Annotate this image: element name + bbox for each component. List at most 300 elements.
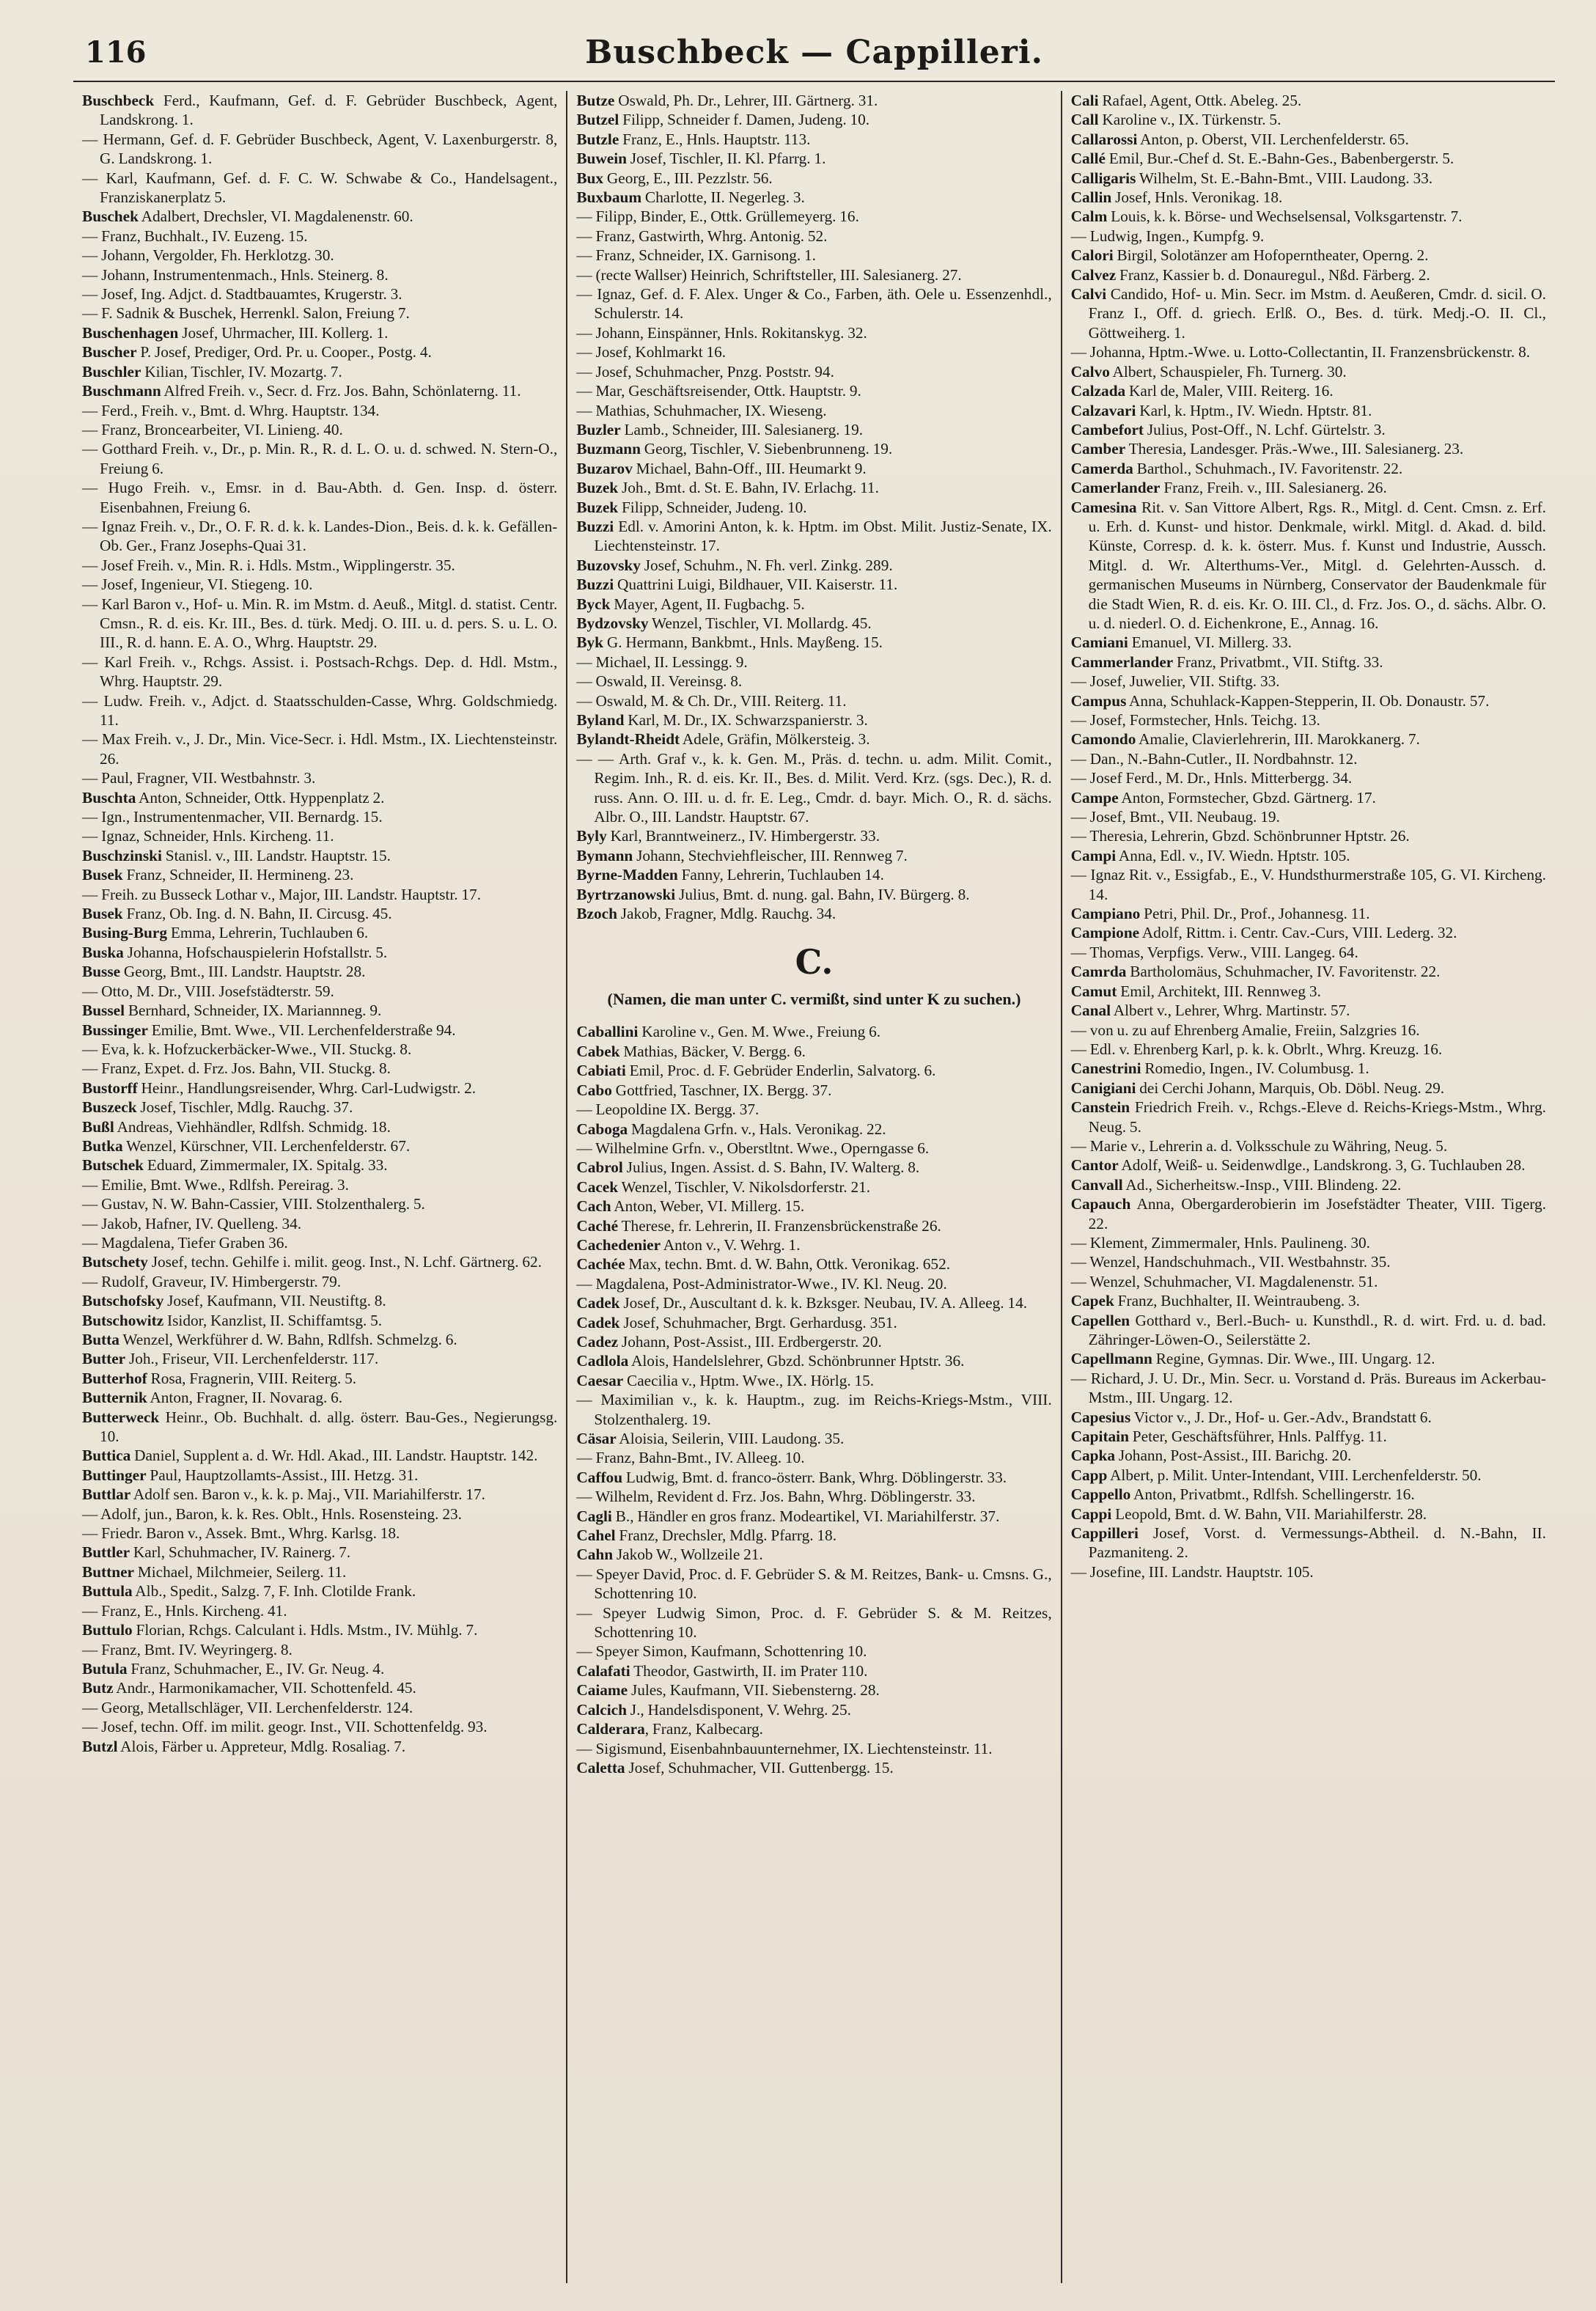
directory-entry: Byland Karl, M. Dr., IX. Schwarzspanierstr. 3. — [576, 711, 868, 729]
directory-entry: Canal Albert v., Lehrer, Whrg. Martinstr. 57. — [1070, 1002, 1350, 1020]
directory-entry: Bydzovsky Wenzel, Tischler, VI. Mollardg. 45. — [576, 614, 872, 632]
directory-entry: Cachedenier Anton v., V. Wehrg. 1. — [576, 1235, 801, 1254]
directory-entry: Butschety Josef, techn. Gehilfe i. milit. geog. Inst., N. Lchf. Gärtnerg. 62. — [82, 1253, 542, 1271]
directory-entry: Buzzi Quattrini Luigi, Bildhauer, VII. Kaiserstr. 11. — [576, 576, 898, 594]
directory-entry: Butula Franz, Schuhmacher, E., IV. Gr. Neug. 4. — [82, 1659, 385, 1678]
entry-surname: Byrtrzanowski — [576, 885, 676, 903]
directory-entry: — Josef Freih. v., Min. R. i. Hdls. Mstm., Wipplingerstr. 35. — [82, 556, 455, 574]
directory-entry: Butschek Eduard, Zimmermaler, IX. Spitalg. 33. — [82, 1156, 388, 1175]
entry-surname: Byly — [576, 827, 607, 845]
directory-entry: Buttulo Florian, Rchgs. Calculant i. Hdls. Mstm., IV. Mühlg. 7. — [82, 1621, 478, 1639]
directory-entry: Buschek Adalbert, Drechsler, VI. Magdalenenstr. 60. — [82, 207, 413, 226]
directory-entry: Bussel Bernhard, Schneider, IX. Mariannneg. 9. — [82, 1002, 382, 1020]
directory-entry: Cäsar Aloisia, Seilerin, VIII. Laudong. 35. — [576, 1430, 845, 1447]
entry-surname: Bydzovsky — [576, 614, 649, 632]
directory-entry: Calori Birgil, Solotänzer am Hofoperntheater, Operng. 2. — [1070, 246, 1429, 265]
directory-entry: Cadez Johann, Post-Assist., III. Erdbergerstr. 20. — [576, 1332, 882, 1351]
entry-surname: Bussinger — [82, 1021, 148, 1039]
entry-surname: Buttinger — [82, 1466, 147, 1484]
directory-entry: Cach Anton, Weber, VI. Millerg. 15. — [576, 1197, 805, 1216]
directory-entry: Buska Johanna, Hofschauspielerin Hofstallstr. 5. — [82, 943, 388, 961]
directory-entry: — Magdalena, Tiefer Graben 36. — [82, 1233, 288, 1252]
directory-entry: Buzek Joh., Bmt. d. St. E. Bahn, IV. Erlachg. 11. — [576, 479, 879, 497]
entry-surname: Busek — [82, 866, 123, 884]
directory-entry: Butzl Alois, Färber u. Appreteur, Mdlg. Rosaliag. 7. — [82, 1737, 406, 1755]
directory-entry: — (recte Wallser) Heinrich, Schriftsteller, III. Salesianerg. 27. — [576, 265, 962, 284]
columns — [73, 91, 1555, 2283]
entry-surname: Cali — [1070, 92, 1099, 109]
directory-entry: — Dan., N.-Bahn-Cutler., II. Nordbahnstr. 12. — [1070, 749, 1358, 768]
directory-entry: Call Karoline v., IX. Türkenstr. 5. — [1070, 111, 1281, 129]
entry-surname: Canal — [1070, 1002, 1111, 1020]
entry-surname: Bymann — [576, 846, 633, 864]
directory-entry: — Josef, Schuhmacher, Pnzg. Poststr. 94. — [576, 362, 834, 381]
entry-surname: Buschmann — [82, 382, 161, 400]
directory-entry: — F. Sadnik & Buschek, Herrenkl. Salon, Freiung 7. — [82, 304, 410, 323]
directory-entry: Cahel Franz, Drechsler, Mdlg. Pfarrg. 18. — [576, 1526, 837, 1545]
entry-surname: Cabiati — [576, 1062, 626, 1080]
directory-entry: — Franz, Gastwirth, Whrg. Antonig. 52. — [576, 227, 828, 245]
entry-surname: Camrda — [1070, 963, 1127, 981]
entry-surname: Cäsar — [576, 1430, 617, 1447]
directory-entry: Capek Franz, Buchhalter, II. Weintraubeng. 3. — [1070, 1292, 1361, 1310]
directory-entry: — Franz, Bahn-Bmt., IV. Alleeg. 10. — [576, 1449, 805, 1467]
entry-surname: Caiame — [576, 1681, 628, 1700]
directory-entry: — Filipp, Binder, E., Ottk. Grüllemeyerg. 16. — [576, 207, 859, 226]
entry-surname: Calcich — [576, 1700, 627, 1719]
entry-surname: Byland — [576, 711, 625, 729]
directory-entry: — Josef Ferd., M. Dr., Hnls. Mitterbergg. 34. — [1070, 769, 1353, 787]
directory-entry: Campe Anton, Formstecher, Gbzd. Gärtnerg. 17. — [1070, 788, 1376, 807]
directory-entry: Butter Joh., Friseur, VII. Lerchenfelderstr. 117. — [82, 1350, 379, 1368]
entry-surname: Byrne-Madden — [576, 866, 678, 884]
directory-entry: Caffou Ludwig, Bmt. d. franco-österr. Bank, Whrg. Döblingerstr. 33. — [576, 1468, 1007, 1486]
directory-entry: Cagli B., Händler en gros franz. Modeartikel, VI. Mariahilferstr. 37. — [576, 1507, 1000, 1525]
entry-surname: Capesius — [1070, 1408, 1131, 1426]
directory-entry: — Ignaz, Gef. d. F. Alex. Unger & Co., Farben, äth. Oele u. Essenzenhdl., Schulerstr. 14. — [576, 285, 1052, 323]
entry-surname: Buwein — [576, 150, 627, 168]
directory-entry: Buzzi Edl. v. Amorini Anton, k. k. Hptm. im Obst. Milit. Justiz-Senate, IX. Liechtensteinstr. 17. — [576, 517, 1052, 555]
directory-entry: Butternik Anton, Fragner, II. Novarag. 6. — [82, 1389, 343, 1407]
directory-entry: Busse Georg, Bmt., III. Landstr. Hauptstr. 28. — [82, 963, 366, 981]
directory-entry: Calzavari Karl, k. Hptm., IV. Wiedn. Hptstr. 81. — [1070, 401, 1372, 419]
directory-entry: Capellmann Regine, Gymnas. Dir. Wwe., III. Ungarg. 12. — [1070, 1350, 1435, 1368]
entry-surname: Cadek — [576, 1313, 620, 1331]
directory-entry: — Johanna, Hptm.-Wwe. u. Lotto-Collectantin, II. Franzensbrückenstr. 8. — [1070, 343, 1531, 361]
directory-entry: Cabo Gottfried, Taschner, IX. Bergg. 37. — [576, 1081, 832, 1099]
entry-surname: Capellen — [1070, 1311, 1130, 1329]
entry-surname: Butterhof — [82, 1369, 147, 1387]
directory-entry: Buttler Karl, Schuhmacher, IV. Rainerg. 7. — [82, 1543, 351, 1562]
entry-surname: Butzle — [576, 130, 619, 148]
directory-entry: Buzler Lamb., Schneider, III. Salesianerg. 19. — [576, 420, 864, 438]
entry-surname: Cachedenier — [576, 1235, 661, 1254]
directory-entry: Butschofsky Josef, Kaufmann, VII. Neustiftg. 8. — [82, 1292, 386, 1310]
entry-surname: Byk — [576, 633, 604, 652]
directory-entry: Buschenhagen Josef, Uhrmacher, III. Kollerg. 1. — [82, 323, 389, 342]
entry-surname: Camber — [1070, 440, 1126, 458]
directory-entry: — Klement, Zimmermaler, Hnls. Paulineng. 30. — [1070, 1233, 1370, 1252]
entry-surname: Busek — [82, 905, 123, 923]
directory-entry: Bustorff Heinr., Handlungsreisender, Whrg. Carl-Ludwigstr. 2. — [82, 1079, 477, 1097]
entry-surname: Calzavari — [1070, 401, 1136, 419]
directory-entry: Buschzinski Stanisl. v., III. Landstr. Hauptstr. 15. — [82, 846, 391, 864]
directory-entry: Callin Josef, Hnls. Veronikag. 18. — [1070, 188, 1283, 207]
entry-surname: Calvi — [1070, 285, 1107, 304]
directory-entry: — Josef, Formstecher, Hnls. Teichg. 13. — [1070, 711, 1320, 729]
entry-surname: Buzler — [576, 420, 621, 438]
directory-entry: — Thomas, Verpfigs. Verw., VIII. Langeg. 64. — [1070, 943, 1358, 961]
directory-entry: — Johann, Vergolder, Fh. Herklotzg. 30. — [82, 246, 334, 265]
directory-entry: Buttner Michael, Milchmeier, Seilerg. 11. — [82, 1562, 347, 1581]
entry-surname: Buttulo — [82, 1621, 133, 1639]
directory-entry: Camesina Rit. v. San Vittore Albert, Rgs. R., Mitgl. d. Cent. Cmsn. z. Erf. u. Erh. d. Kunst- und histor. Denkmale, wirkl. Mitgl. d. Akad. d. bild. Künste, Corresp. d. k. k. österr. Mus. f. Kunst und Industrie, Aussch. Mitgl. d. Wr. Alterthums-Ver., Mitgl. d. Gelehrten-Aussch. d. germanischen Museums in Nürnberg, Conservator der Baudenkmale für die Stadt Wien, R. d. eis. Kr. O. III. Cl., d. Frz. Jos. O., d. sächs. Albr. O. u. d. niederl. O. d. Eichenkrone, E., Annag. 16. — [1070, 498, 1546, 632]
entry-surname: Cambefort — [1070, 420, 1144, 438]
entry-surname: Cacek — [576, 1177, 619, 1196]
entry-surname: Buttlar — [82, 1485, 131, 1504]
entry-surname: Butterweck — [82, 1408, 160, 1426]
directory-entry: Buschbeck Ferd., Kaufmann, Gef. d. F. Gebrüder Buschbeck, Agent, Landskrong. 1. — [82, 92, 558, 129]
directory-entry: Buttica Daniel, Supplent a. d. Wr. Hdl. Akad., III. Landstr. Hauptstr. 142. — [82, 1447, 538, 1465]
directory-entry: Buschler Kilian, Tischler, IV. Mozartg. 7. — [82, 362, 342, 381]
entry-surname: Calligaris — [1070, 169, 1136, 187]
entry-surname: Busing-Burg — [82, 924, 167, 942]
directory-entry: Buzarov Michael, Bahn-Off., III. Heumarkt 9. — [576, 459, 867, 477]
entry-surname: Calafati — [576, 1661, 630, 1680]
entry-surname: Caesar — [576, 1371, 624, 1389]
directory-entry: Canstein Friedrich Freih. v., Rchgs.-Eleve d. Reichs-Kriegs-Mstm., Whrg. Neug. 5. — [1070, 1098, 1546, 1136]
directory-entry: Butta Wenzel, Werkführer d. W. Bahn, Rdlfsh. Schmelzg. 6. — [82, 1331, 457, 1348]
entry-surname: Butka — [82, 1136, 123, 1155]
directory-entry: Buschta Anton, Schneider, Ottk. Hyppenplatz 2. — [82, 788, 385, 807]
entry-surname: Calvez — [1070, 265, 1117, 284]
directory-entry: — Wilhelm, Revident d. Frz. Jos. Bahn, Whrg. Döblingerstr. 33. — [576, 1488, 976, 1506]
directory-entry: — Ludw. Freih. v., Adjct. d. Staatsschulden-Casse, Whrg. Goldschmiedg. 11. — [82, 691, 558, 729]
directory-entry: Buwein Josef, Tischler, II. Kl. Pfarrg. 1. — [576, 150, 826, 168]
directory-entry: Byck Mayer, Agent, II. Fugbachg. 5. — [576, 595, 805, 613]
directory-entry: Buscher P. Josef, Prediger, Ord. Pr. u. Cooper., Postg. 4. — [82, 343, 432, 361]
entry-surname: Capek — [1070, 1292, 1114, 1310]
directory-entry: Butz Andr., Harmonikamacher, VII. Schottenfeld. 45. — [82, 1679, 416, 1697]
directory-entry: — Hermann, Gef. d. F. Gebrüder Buschbeck, Agent, V. Laxenburgerstr. 8, G. Landskrong. 1. — [82, 130, 558, 168]
directory-entry: Bymann Johann, Stechviehfleischer, III. Rennweg 7. — [576, 846, 908, 864]
directory-entry: Bux Georg, E., III. Pezzlstr. 56. — [576, 169, 773, 187]
directory-entry: Camerda Barthol., Schuhmach., IV. Favoritenstr. 22. — [1070, 459, 1403, 477]
entry-surname: Butula — [82, 1659, 128, 1678]
directory-entry: — Ludwig, Ingen., Kumpfg. 9. — [1070, 227, 1265, 245]
entry-surname: Butschofsky — [82, 1292, 164, 1310]
entry-surname: Butzl — [82, 1737, 118, 1755]
entry-surname: Callé — [1070, 150, 1106, 168]
entry-surname: Bussel — [82, 1002, 125, 1020]
entry-surname: Camesina — [1070, 498, 1137, 516]
entry-surname: Calori — [1070, 246, 1114, 265]
entry-surname: Buzmann — [576, 440, 641, 458]
directory-entry: — Maximilian v., k. k. Hauptm., zug. im Reichs-Kriegs-Mstm., VIII. Stolzenthalerg. 19. — [576, 1391, 1052, 1428]
directory-entry: Cacek Wenzel, Tischler, V. Nikolsdorferstr. 21. — [576, 1177, 871, 1196]
directory-entry: Canestrini Romedio, Ingen., IV. Columbusg. 1. — [1070, 1059, 1369, 1078]
entry-surname: Cappilleri — [1070, 1524, 1139, 1543]
directory-entry: — von u. zu auf Ehrenberg Amalie, Freiin, Salzgries 16. — [1070, 1021, 1420, 1039]
directory-entry: Calvez Franz, Kassier b. d. Donauregul., Nßd. Färberg. 2. — [1070, 265, 1430, 284]
column-left — [73, 91, 566, 2283]
directory-entry: Byly Karl, Branntweinerz., IV. Himbergerstr. 33. — [576, 827, 880, 845]
directory-entry: Campione Adolf, Rittm. i. Centr. Cav.-Curs, VIII. Lederg. 32. — [1070, 924, 1457, 942]
directory-entry: Calafati Theodor, Gastwirth, II. im Prater 110. — [576, 1661, 868, 1680]
directory-entry: Cachée Max, techn. Bmt. d. W. Bahn, Ottk. Veronikag. 652. — [576, 1255, 951, 1274]
entry-surname: Buschler — [82, 362, 141, 381]
directory-entry: — Speyer Ludwig Simon, Proc. d. F. Gebrüder S. & M. Reitzes, Schottenring 10. — [576, 1603, 1052, 1642]
running-head: Buschbeck — Cappilleri. — [585, 34, 1043, 71]
directory-entry: Cappello Anton, Privatbmt., Rdlfsh. Schellingerstr. 16. — [1070, 1485, 1415, 1504]
directory-entry: — Josefine, III. Landstr. Hauptstr. 105. — [1070, 1562, 1314, 1581]
entry-surname: Bux — [576, 169, 604, 187]
entry-surname: Buscher — [82, 343, 137, 361]
entry-surname: Byck — [576, 595, 611, 613]
entry-surname: Cach — [576, 1197, 611, 1216]
entry-surname: Cappello — [1070, 1485, 1131, 1504]
directory-entry: — Josef, Juwelier, VII. Stiftg. 33. — [1070, 672, 1280, 691]
entry-surname: Buzarov — [576, 459, 633, 477]
entry-surname: Butzel — [576, 111, 619, 129]
directory-entry: Busek Franz, Schneider, II. Hermineng. 23. — [82, 866, 354, 884]
entry-surname: Buttler — [82, 1543, 130, 1562]
entry-surname: Caballini — [576, 1023, 639, 1041]
directory-entry: Butschowitz Isidor, Kanzlist, II. Schiffamtsg. 5. — [82, 1311, 383, 1329]
directory-entry: — Ignaz Rit. v., Essigfab., E., V. Hundsthurmerstraße 105, G. VI. Kircheng. 14. — [1070, 866, 1546, 903]
entry-surname: Calm — [1070, 207, 1108, 226]
directory-entry: Buzek Filipp, Schneider, Judeng. 10. — [576, 498, 807, 516]
entry-surname: Cadek — [576, 1294, 620, 1312]
directory-entry: Butzle Franz, E., Hnls. Hauptstr. 113. — [576, 130, 811, 148]
directory-entry: — Rudolf, Graveur, IV. Himbergerstr. 79. — [82, 1272, 342, 1290]
directory-entry: — Josef, Ing. Adjct. d. Stadtbauamtes, Krugerstr. 3. — [82, 285, 402, 304]
directory-entry: — Josef, Kohlmarkt 16. — [576, 343, 727, 361]
entry-surname: Buschzinski — [82, 846, 162, 864]
directory-entry: — Wilhelmine Grfn. v., Oberstltnt. Wwe., Operngasse 6. — [576, 1139, 930, 1157]
directory-entry: Bylandt-Rheidt Adele, Gräfin, Mölkersteig. 3. — [576, 730, 870, 749]
entry-surname: Campus — [1070, 691, 1127, 710]
page-header — [73, 29, 1555, 82]
directory-entry: — Karl Freih. v., Rchgs. Assist. i. Postsach-Rchgs. Dep. d. Hdl. Mstm., Whrg. Hauptstr. 29. — [82, 653, 558, 691]
directory-entry: — Jakob, Hafner, IV. Quelleng. 34. — [82, 1214, 302, 1232]
directory-entry: Calcich J., Handelsdisponent, V. Wehrg. 25. — [576, 1700, 851, 1719]
directory-entry: Calligaris Wilhelm, St. E.-Bahn-Bmt., VIII. Laudong. 33. — [1070, 169, 1433, 187]
directory-entry: — Speyer Simon, Kaufmann, Schottenring 10. — [576, 1642, 867, 1661]
directory-entry: — Josef, Bmt., VII. Neubaug. 19. — [1070, 808, 1280, 826]
directory-entry: Capitain Peter, Geschäftsführer, Hnls. Palffyg. 11. — [1070, 1428, 1387, 1446]
entry-surname: Bylandt-Rheidt — [576, 730, 680, 749]
directory-entry: Camber Theresia, Landesger. Präs.-Wwe., III. Salesianerg. 23. — [1070, 440, 1464, 458]
directory-entry: Butze Oswald, Ph. Dr., Lehrer, III. Gärtnerg. 31. — [576, 92, 878, 109]
directory-entry: — — Arth. Graf v., k. k. Gen. M., Präs. d. techn. u. adm. Milit. Comit., Regim. Inh., R. d. eis. Kr. II., Bes. d. Milit. Verd. Krz. (sgs. Dec.), R. d. russ. Ann. O. III. u. d. fr. E. Leg., Cmdr. d. bayr. Mich. O., R. d. sächs. Albr. O., III. Landstr. Hauptstr. 67. — [576, 749, 1052, 826]
entry-surname: Cachée — [576, 1255, 625, 1274]
directory-entry: Buzmann Georg, Tischler, V. Siebenbrunneng. 19. — [576, 440, 893, 458]
entry-surname: Bzoch — [576, 905, 617, 923]
directory-entry: Calvo Albert, Schauspieler, Fh. Turnerg. 30. — [1070, 362, 1347, 381]
directory-entry: — Leopoldine IX. Bergg. 37. — [576, 1101, 760, 1119]
entry-surname: Cabo — [576, 1081, 612, 1099]
entry-surname: Buschta — [82, 788, 136, 807]
entry-surname: Bußl — [82, 1117, 114, 1136]
entry-surname: Butz — [82, 1679, 114, 1697]
directory-entry: Camiani Emanuel, VI. Millerg. 33. — [1070, 633, 1292, 652]
entry-surname: Bustorff — [82, 1079, 138, 1097]
directory-entry: — Georg, Metallschläger, VII. Lerchenfelderstr. 124. — [82, 1698, 413, 1716]
directory-entry: — Franz, Schneider, IX. Garnisong. 1. — [576, 246, 817, 265]
directory-entry: Capesius Victor v., J. Dr., Hof- u. Ger.-Adv., Brandstatt 6. — [1070, 1408, 1432, 1426]
directory-entry: — Edl. v. Ehrenberg Karl, p. k. k. Obrlt., Whrg. Kreuzg. 16. — [1070, 1040, 1443, 1058]
directory-entry: Camrda Bartholomäus, Schuhmacher, IV. Favoritenstr. 22. — [1070, 963, 1441, 981]
directory-entry: Bzoch Jakob, Fragner, Mdlg. Rauchg. 34. — [576, 905, 836, 923]
directory-entry: — Franz, Broncearbeiter, VI. Linieng. 40. — [82, 420, 343, 438]
directory-entry: Callé Emil, Bur.-Chef d. St. E.-Bahn-Ges., Babenbergerstr. 5. — [1070, 150, 1455, 168]
entry-surname: Butternik — [82, 1389, 147, 1407]
entry-surname: Camerda — [1070, 459, 1133, 477]
directory-entry: — Michael, II. Lessingg. 9. — [576, 653, 748, 671]
directory-entry: Busek Franz, Ob. Ing. d. N. Bahn, II. Circusg. 45. — [82, 905, 392, 923]
directory-entry: Cabek Mathias, Bäcker, V. Bergg. 6. — [576, 1042, 806, 1060]
directory-entry: — Karl, Kaufmann, Gef. d. F. C. W. Schwabe & Co., Handelsagent., Franziskanerplatz 5. — [82, 169, 558, 207]
directory-entry: — Johann, Instrumentenmach., Hnls. Steinerg. 8. — [82, 265, 389, 284]
entry-surname: Camut — [1070, 982, 1117, 1000]
directory-entry: — Mathias, Schuhmacher, IX. Wieseng. — [576, 401, 827, 419]
directory-entry: — Adolf, jun., Baron, k. k. Res. Oblt., Hnls. Rosensteing. 23. — [82, 1504, 462, 1523]
directory-entry: Cammerlander Franz, Privatbmt., VII. Stiftg. 33. — [1070, 653, 1383, 671]
directory-entry: Butterweck Heinr., Ob. Buchhalt. d. allg. österr. Bau-Ges., Negierungsg. 10. — [82, 1408, 558, 1446]
directory-entry: — Mar, Geschäftsreisender, Ottk. Hauptstr. 9. — [576, 382, 861, 400]
entry-surname: Capitain — [1070, 1428, 1129, 1446]
entry-surname: Campiano — [1070, 905, 1141, 923]
directory-entry: — Hugo Freih. v., Emsr. in d. Bau-Abth. d. Gen. Insp. d. österr. Eisenbahnen, Freiung 6. — [82, 479, 558, 516]
entry-surname: Butschety — [82, 1253, 148, 1271]
directory-entry: Byrtrzanowski Julius, Bmt. d. nung. gal. Bahn, IV. Bürgerg. 8. — [576, 885, 970, 903]
directory-entry: — Sigismund, Eisenbahnbauunternehmer, IX. Liechtensteinstr. 11. — [576, 1739, 993, 1757]
directory-entry: — Speyer David, Proc. d. F. Gebrüder S. & M. Reitzes, Bank- u. Cmsns. G., Schottenring 10. — [576, 1565, 1052, 1603]
entry-surname: Cadlola — [576, 1352, 629, 1370]
directory-entry: — Otto, M. Dr., VIII. Josefstädterstr. 59. — [82, 982, 334, 1000]
directory-entry: — Ferd., Freih. v., Bmt. d. Whrg. Hauptstr. 134. — [82, 401, 380, 419]
entry-surname: Buzovsky — [576, 556, 641, 574]
directory-entry: Capka Johann, Post-Assist., III. Barichg. 20. — [1070, 1447, 1352, 1465]
directory-entry: — Max Freih. v., J. Dr., Min. Vice-Secr. i. Hdl. Mstm., IX. Liechtensteinstr. 26. — [82, 730, 558, 768]
directory-entry: Calm Louis, k. k. Börse- und Wechselsensal, Volksgartenstr. 7. — [1070, 207, 1463, 226]
directory-entry: Busing-Burg Emma, Lehrerin, Tuchlauben 6. — [82, 924, 369, 942]
directory-entry: Caballini Karoline v., Gen. M. Wwe., Freiung 6. — [576, 1023, 881, 1041]
entry-surname: Buttica — [82, 1447, 131, 1465]
entry-surname: Buschbeck — [82, 92, 155, 109]
entry-surname: Camiani — [1070, 633, 1128, 652]
entry-surname: Cahel — [576, 1526, 616, 1545]
entry-surname: Call — [1070, 111, 1099, 129]
entry-surname: Cabek — [576, 1042, 620, 1060]
directory-entry: — Oswald, M. & Ch. Dr., VIII. Reiterg. 11. — [576, 691, 847, 710]
entry-surname: Caché — [576, 1216, 619, 1235]
directory-entry: — Friedr. Baron v., Assek. Bmt., Whrg. Karlsg. 18. — [82, 1524, 400, 1543]
entry-surname: Cahn — [576, 1546, 614, 1564]
entry-surname: Canstein — [1070, 1098, 1130, 1117]
entry-surname: Cantor — [1070, 1156, 1119, 1175]
directory-entry: — Marie v., Lehrerin a. d. Volksschule zu Währing, Neug. 5. — [1070, 1136, 1448, 1155]
directory-entry: — Richard, J. U. Dr., Min. Secr. u. Vorstand d. Präs. Bureaus im Ackerbau-Mstm., III. Ungarg. 12. — [1070, 1369, 1546, 1407]
directory-entry: Cabiati Emil, Proc. d. F. Gebrüder Enderlin, Salvatorg. 6. — [576, 1062, 936, 1080]
directory-entry: Cappilleri Josef, Vorst. d. Vermessungs-Abtheil. d. N.-Bahn, II. Pazmaniteng. 2. — [1070, 1524, 1546, 1562]
entry-surname: Canestrini — [1070, 1059, 1141, 1078]
directory-entry: — Johann, Einspänner, Hnls. Rokitanskyg. 32. — [576, 323, 867, 342]
entry-surname: Buska — [82, 943, 124, 961]
entry-surname: Butter — [82, 1350, 126, 1368]
directory-entry: — Eva, k. k. Hofzuckerbäcker-Wwe., VII. Stuckg. 8. — [82, 1040, 412, 1058]
directory-entry: — Magdalena, Post-Administrator-Wwe., IV. Kl. Neug. 20. — [576, 1274, 947, 1293]
directory-entry: — Gotthard Freih. v., Dr., p. Min. R., R. d. L. O. u. d. schwed. N. Stern-O., Freiung 6. — [82, 440, 558, 477]
entry-surname: Buxbaum — [576, 188, 642, 207]
entry-surname: Camerlander — [1070, 479, 1161, 497]
directory-entry: Callarossi Anton, p. Oberst, VII. Lerchenfelderstr. 65. — [1070, 130, 1409, 148]
directory-entry: Capauch Anna, Obergarderobierin im Josefstädter Theater, VIII. Tigerg. 22. — [1070, 1195, 1546, 1232]
directory-entry: Cadek Josef, Dr., Auscultant d. k. k. Bzksger. Neubau, IV. A. Alleeg. 14. — [576, 1294, 1028, 1312]
entry-surname: Butze — [576, 92, 615, 109]
directory-entry: — Franz, Buchhalt., IV. Euzeng. 15. — [82, 227, 308, 245]
entry-surname: Calvo — [1070, 362, 1110, 381]
entry-surname: Cadez — [576, 1332, 619, 1351]
directory-entry: — Emilie, Bmt. Wwe., Rdlfsh. Pereirag. 3. — [82, 1175, 349, 1194]
entry-surname: Butta — [82, 1331, 119, 1348]
directory-entry: Calvi Candido, Hof- u. Min. Secr. im Mstm. d. Aeußeren, Cmdr. d. sicil. O. Franz I., Off. d. griech. Erlß. O., Bes. d. türk. Medj.-O. II. Cl., Göttweiherg. 1. — [1070, 285, 1546, 342]
entry-surname: Cappi — [1070, 1504, 1112, 1523]
directory-entry: Canvall Ad., Sicherheitsw.-Insp., VIII. Blindeng. 22. — [1070, 1175, 1402, 1194]
directory-entry: Buschmann Alfred Freih. v., Secr. d. Frz. Jos. Bahn, Schönlaterng. 11. — [82, 382, 521, 400]
directory-entry: — Wenzel, Schuhmacher, VI. Magdalenenstr. 51. — [1070, 1272, 1378, 1290]
directory-entry: Cali Rafael, Agent, Ottk. Abeleg. 25. — [1070, 92, 1302, 109]
directory-entry: Camerlander Franz, Freih. v., III. Salesianerg. 26. — [1070, 479, 1387, 497]
directory-entry: — Freih. zu Busseck Lothar v., Major, III. Landstr. Hauptstr. 17. — [82, 885, 482, 903]
directory-entry: — Ignaz, Schneider, Hnls. Kircheng. 11. — [82, 827, 334, 845]
directory-entry: Byk G. Hermann, Bankbmt., Hnls. Mayßeng. 15. — [576, 633, 883, 652]
entry-surname: Caffou — [576, 1468, 623, 1486]
directory-entry: Butzel Filipp, Schneider f. Damen, Judeng. 10. — [576, 111, 870, 129]
directory-entry: Buttula Alb., Spedit., Salzg. 7, F. Inh. Clotilde Frank. — [82, 1582, 416, 1601]
directory-entry: — Theresia, Lehrerin, Gbzd. Schönbrunner Hptstr. 26. — [1070, 827, 1410, 845]
entry-surname: Buttula — [82, 1582, 133, 1601]
directory-entry: — Paul, Fragner, VII. Westbahnstr. 3. — [82, 769, 316, 787]
directory-entry: Capp Albert, p. Milit. Unter-Intendant, VIII. Lerchenfelderstr. 50. — [1070, 1466, 1482, 1484]
directory-entry: Caesar Caecilia v., Hptm. Wwe., IX. Hörlg. 15. — [576, 1371, 875, 1389]
entry-surname: Buzzi — [576, 517, 614, 535]
directory-entry: Byrne-Madden Fanny, Lehrerin, Tuchlauben 14. — [576, 866, 884, 884]
directory-entry: — Karl Baron v., Hof- u. Min. R. im Mstm. d. Aeuß., Mitgl. d. statist. Centr. Cmsn., R. d. eis. Kr. III., Bes. d. türk. Medj. O. III. u. d. pers. S. u. L. O. III., R. d. hann. E. A. O., Whrg. Hauptstr. 29. — [82, 595, 558, 652]
entry-surname: Capauch — [1070, 1195, 1131, 1213]
directory-entry: Canigiani dei Cerchi Johann, Marquis, Ob. Döbl. Neug. 29. — [1070, 1079, 1445, 1097]
directory-entry: Camut Emil, Architekt, III. Rennweg 3. — [1070, 982, 1321, 1000]
page-number: 116 — [85, 35, 147, 70]
directory-entry: — Franz, E., Hnls. Kircheng. 41. — [82, 1601, 287, 1620]
directory-entry: Cabogа Magdalena Grfn. v., Hals. Veronikag. 22. — [576, 1120, 886, 1138]
entry-surname: Cabogа — [576, 1120, 628, 1138]
directory-entry: Bußl Andreas, Viehhändler, Rdlfsh. Schmidg. 18. — [82, 1117, 391, 1136]
directory-entry: Cambefort Julius, Post-Off., N. Lchf. Gürtelstr. 3. — [1070, 420, 1386, 438]
entry-surname: Cagli — [576, 1507, 612, 1525]
entry-surname: Campe — [1070, 788, 1119, 807]
directory-entry: Buxbaum Charlotte, II. Negerleg. 3. — [576, 188, 805, 207]
directory-entry: Calderara, Franz, Kalbecarg. — [576, 1720, 764, 1738]
entry-surname: Callarossi — [1070, 130, 1138, 148]
entry-surname: Canvall — [1070, 1175, 1123, 1194]
entry-surname: Buschek — [82, 207, 139, 226]
entry-surname: Butschowitz — [82, 1311, 164, 1329]
directory-entry: Cabrol Julius, Ingen. Assist. d. S. Bahn, IV. Walterg. 8. — [576, 1158, 920, 1177]
directory-entry: Campus Anna, Schuhlack-Kappen-Stepperin, II. Ob. Donaustr. 57. — [1070, 691, 1490, 710]
entry-surname: Calzada — [1070, 382, 1126, 400]
